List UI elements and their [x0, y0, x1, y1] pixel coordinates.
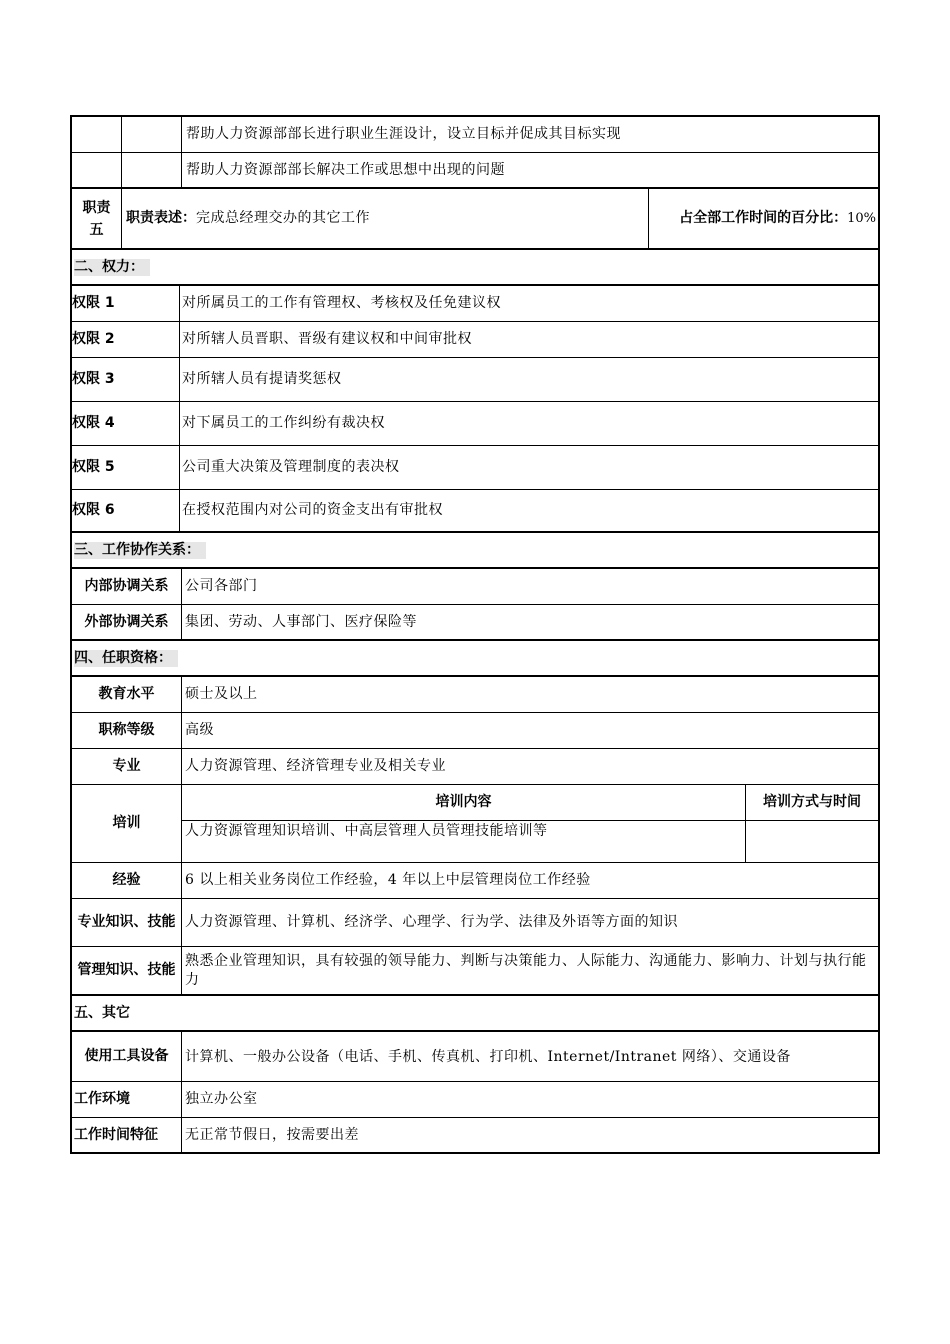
power-row [70, 490, 880, 533]
section-qualifications [70, 641, 880, 677]
duty5-desc-label: 职责表述： [126, 210, 196, 226]
qualification-label: 职称等级 [72, 713, 182, 748]
power-label: 权限 6 [72, 490, 180, 531]
duty-text: 帮助人力资源部部长解决工作或思想中出现的问题 [186, 161, 505, 178]
power-row [70, 286, 880, 322]
relation-row [70, 605, 880, 641]
qualification-text: 熟悉企业管理知识，具有较强的领导能力、判断与决策能力、人际能力、沟通能力、影响力、计划与执行能力 [185, 952, 867, 988]
duty5-row [70, 189, 880, 250]
training-content-header: 培训内容 [182, 785, 746, 820]
qualification-row [70, 863, 880, 899]
training-content: 人力资源管理知识培训、中高层管理人员管理技能培训等 [182, 821, 746, 862]
qualification-row [70, 947, 880, 996]
training-label: 培训 [72, 785, 182, 862]
other-text: 无正常节假日，按需要出差 [185, 1126, 359, 1143]
power-row [70, 402, 880, 446]
power-text: 公司重大决策及管理制度的表决权 [182, 459, 400, 475]
qualification-label: 教育水平 [72, 677, 182, 712]
other-row [70, 1032, 880, 1082]
power-text: 对所辖人员有提请奖惩权 [182, 371, 342, 387]
other-label: 工作时间特征 [72, 1118, 182, 1152]
section-title [72, 533, 878, 567]
qualification-text: 硕士及以上 [185, 686, 258, 702]
other-text: 独立办公室 [185, 1091, 258, 1107]
relation-label: 内部协调关系 [72, 569, 182, 604]
training-header-row [182, 785, 878, 821]
qualification-text: 高级 [185, 722, 214, 738]
power-label: 权限 5 [72, 446, 180, 489]
job-description-table [70, 115, 880, 1154]
duty-continued-row [70, 115, 880, 153]
other-label: 工作环境 [72, 1082, 182, 1117]
power-label: 权限 4 [72, 402, 180, 445]
qualification-label: 经验 [72, 863, 182, 898]
section-relations [70, 533, 880, 569]
blank-cell [72, 153, 122, 187]
power-label: 权限 3 [72, 358, 180, 401]
blank-cell [122, 153, 182, 187]
other-row [70, 1118, 880, 1154]
training-body-row [182, 821, 878, 862]
duty5-pct-label: 占全部工作时间的百分比： [679, 210, 848, 226]
section-powers [70, 250, 880, 286]
relation-text: 集团、劳动、人事部门、医疗保险等 [185, 613, 417, 630]
duty5-description [122, 189, 649, 248]
qualification-row [70, 749, 880, 785]
qualification-text: 6 以上相关业务岗位工作经验，4 年以上中层管理岗位工作经验 [185, 872, 591, 888]
duty-continued-row [70, 153, 880, 189]
training-subtable [182, 785, 878, 862]
section-title [72, 641, 878, 675]
training-row [70, 785, 880, 863]
other-text: 计算机、一般办公设备（电话、手机、传真机、打印机、Internet/Intranet 网络）、交通设备 [185, 1048, 791, 1065]
section-title-text: 三、工作协作关系： [74, 542, 206, 559]
duty5-label: 职责五 [72, 189, 122, 248]
qualification-label: 专业 [72, 749, 182, 784]
qualification-row [70, 677, 880, 713]
duty5-desc: 完成总经理交办的其它工作 [196, 210, 370, 226]
qualification-label: 专业知识、技能 [72, 899, 182, 946]
duty-text: 帮助人力资源部部长进行职业生涯设计，设立目标并促成其目标实现 [186, 126, 621, 142]
qualification-text: 人力资源管理、经济管理专业及相关专业 [185, 758, 446, 774]
duty5-percentage [649, 189, 878, 248]
section-title-text: 四、任职资格： [74, 650, 178, 667]
power-text: 对所属员工的工作有管理权、考核权及任免建议权 [182, 295, 501, 311]
qualification-text: 人力资源管理、计算机、经济学、心理学、行为学、法律及外语等方面的知识 [185, 914, 678, 930]
qualification-label: 管理知识、技能 [72, 947, 182, 994]
section-title: 五、其它 [74, 1004, 130, 1021]
power-label: 权限 1 [72, 286, 180, 321]
training-method [746, 821, 878, 862]
qualification-row [70, 899, 880, 947]
blank-cell [122, 117, 182, 152]
section-title [72, 250, 878, 284]
power-row [70, 358, 880, 402]
qualification-row [70, 713, 880, 749]
power-text: 对下属员工的工作纠纷有裁决权 [182, 415, 385, 431]
section-title-text: 二、权力： [74, 259, 150, 276]
other-label: 使用工具设备 [72, 1032, 182, 1081]
relation-row [70, 569, 880, 605]
section-others [70, 996, 880, 1032]
power-text: 对所辖人员晋职、晋级有建议权和中间审批权 [182, 331, 472, 347]
power-row [70, 446, 880, 490]
power-text: 在授权范围内对公司的资金支出有审批权 [182, 502, 443, 518]
power-label: 权限 2 [72, 322, 180, 357]
relation-label: 外部协调关系 [72, 605, 182, 639]
other-row [70, 1082, 880, 1118]
duty5-pct: 10% [847, 211, 876, 226]
training-method-header: 培训方式与时间 [763, 794, 861, 810]
power-row [70, 322, 880, 358]
blank-cell [72, 117, 122, 152]
relation-text: 公司各部门 [185, 578, 258, 594]
